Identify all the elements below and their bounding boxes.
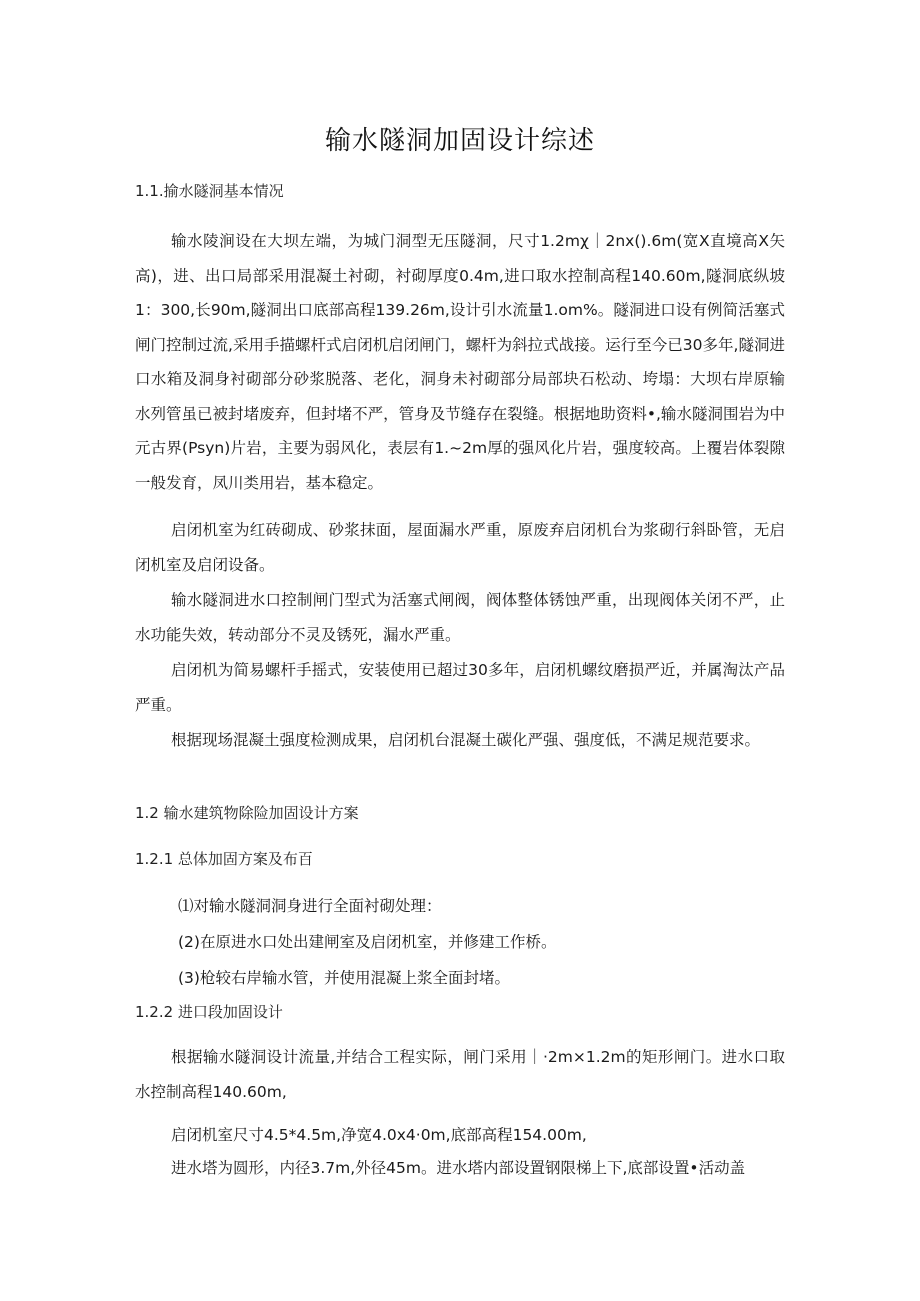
section-heading-1-2-2: 1.2.2 进口段加固设计 (135, 1003, 283, 1021)
paragraph-hoist-machine: 启闭机为简易螺杆手摇式，安装使用已超过30多年，启闭机螺纹磨损严近，并属淘汰产品严重。 (135, 661, 785, 714)
paragraph-hoist-room-size: 启闭机室尺寸4.5*4.5m,净宽4.0x4·0m,底部高程154.00m, (171, 1126, 587, 1144)
section-heading-1-2-1: 1.2.1 总体加固方案及布百 (135, 850, 313, 868)
list-item: ⑴对输水隧洞洞身进行全面衬砌处理： (178, 897, 442, 915)
paragraph-gate-condition: 输水隧洞进水口控制闸门型式为活塞式闸阀，阀体整体锈蚀严重，出现阀体关闭不严，止水功能失效，转动部分不灵及锈死，漏水严重。 (135, 591, 785, 644)
paragraph-gate-design: 根据输水隧洞设计流量,并结合工程实际，闸门采用｜·2m×1.2m的矩形闸门。进水口取水控制高程140.60m, (135, 1048, 785, 1101)
list-item: (2)在原进水口处出建闸室及启闭机室，并修建工作桥。 (178, 933, 557, 951)
document-title: 输水隧洞加固设计综述 (324, 126, 595, 156)
paragraph-intake-tower: 进水塔为圆形，内径3.7m,外径45m。进水塔内部设置钢限梯上下,底部设置•活动盖 (171, 1159, 746, 1177)
paragraph-concrete-test: 根据现场混凝土强度检测成果，启闭机台混凝土碳化严强、强度低，不满足规范要求。 (171, 731, 761, 749)
section-heading-1-1: 1.1.揄水隧洞基本情况 (135, 182, 284, 200)
section-heading-1-2: 1.2 输水建筑物除险加固设计方案 (135, 804, 359, 822)
paragraph-hoist-room: 启闭机室为红砖砌成、砂浆抹面，屋面漏水严重，原废弃启闭机台为浆砌行斜卧管，无启闭机室及启闭设备。 (135, 521, 785, 574)
paragraph-tunnel-overview: 输水陵涧设在大坝左端，为城门洞型无压隧洞，尺寸1.2mχ｜2nx().6m(宽X直境高X矢高)，进、出口局部采用混凝土衬砌，衬砌厚度0.4m,进口取水控制高程140.60m,隧洞底纵坡1：300,长90m,隧洞出口底部高程139.26m,设计引水流量1.om%。隧洞进口设有例简活塞式闸门控制过流,采用手描螺杆式启闭机启闭闸门，螺杆为斜拉式战接。运行至今已30多年,隧洞进口水箱及洞身衬砌部分砂浆脱落、老化，洞身未衬砌部分局部块石松动、垮塌：大坝右岸原输水列管虽已被封堵废弃，但封堵不严，管身及节缝存在裂缝。根据地助资料•,输水隧洞围岩为中元古界(Psyn)片岩，主要为弱风化，表层有1.~2m厚的强风化片岩，强度较高。上覆岩体裂隙一般发育，凤川类用岩，基本稳定。 (135, 232, 785, 492)
list-item: (3)枪较右岸输水管，并使用混凝上浆全面封堵。 (178, 969, 510, 987)
